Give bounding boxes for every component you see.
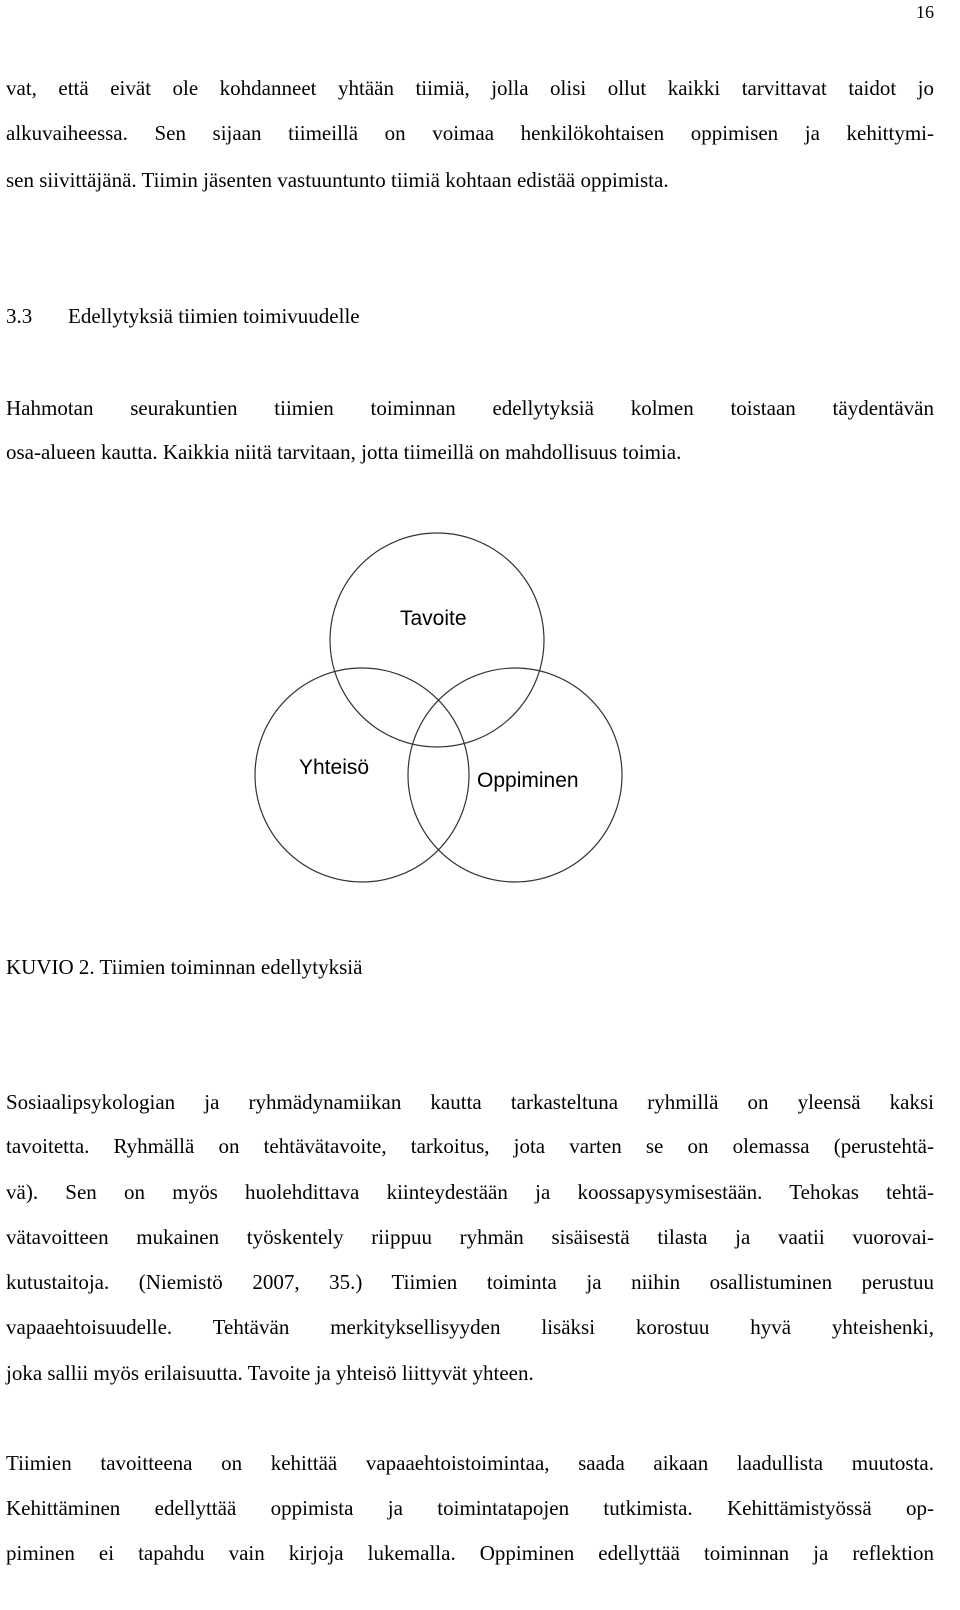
- paragraph-line: kutustaitoja. (Niemistö 2007, 35.) Tiimien toiminta ja niihin osallistuminen perustuu: [6, 1270, 934, 1294]
- paragraph-line: piminen ei tapahdu vain kirjoja lukemalla. Oppiminen edellyttää toiminnan ja reflektion: [6, 1541, 934, 1565]
- paragraph-line: sen siivittäjänä. Tiimin jäsenten vastuuntunto tiimiä kohtaan edistää oppimista.: [6, 168, 669, 192]
- paragraph-line: vä). Sen on myös huolehdittava kiinteydestään ja koossapysymisestään. Tehokas tehtä-: [6, 1180, 934, 1204]
- paragraph-line: Tiimien tavoitteena on kehittää vapaaehtoistoimintaa, saada aikaan laadullista muutosta.: [6, 1451, 934, 1475]
- paragraph-line: Sosiaalipsykologian ja ryhmädynamiikan kautta tarkasteltuna ryhmillä on yleensä kaksi: [6, 1090, 934, 1114]
- venn-label-top: Tavoite: [400, 607, 467, 630]
- paragraph-line: alkuvaiheessa. Sen sijaan tiimeillä on voimaa henkilökohtaisen oppimisen ja kehittymi-: [6, 121, 934, 145]
- section-title: Edellytyksiä tiimien toimivuudelle: [68, 304, 360, 328]
- paragraph-line: tavoitetta. Ryhmällä on tehtävätavoite, tarkoitus, jota varten se on olemassa (perustehtä-: [6, 1134, 934, 1158]
- section-number: 3.3: [6, 304, 33, 328]
- page-number: 16: [916, 2, 934, 22]
- paragraph-line: joka sallii myös erilaisuutta. Tavoite ja yhteisö liittyvät yhteen.: [6, 1361, 534, 1385]
- paragraph-line: Kehittäminen edellyttää oppimista ja toimintatapojen tutkimista. Kehittämistyössä op-: [6, 1496, 934, 1520]
- venn-label-left: Yhteisö: [299, 756, 370, 779]
- paragraph-line: vapaaehtoisuudelle. Tehtävän merkityksellisyyden lisäksi korostuu hyvä yhteishenki,: [6, 1315, 934, 1339]
- paragraph-line: vätavoitteen mukainen työskentely riippuu ryhmän sisäisestä tilasta ja vaatii vuorovai-: [6, 1225, 934, 1249]
- venn-circle-top: [330, 533, 544, 747]
- paragraph-line: osa-alueen kautta. Kaikkia niitä tarvitaan, jotta tiimeillä on mahdollisuus toimia.: [6, 440, 682, 464]
- paragraph-line: Hahmotan seurakuntien tiimien toiminnan edellytyksiä kolmen toistaan täydentävän: [6, 396, 934, 420]
- paragraph-line: vat, että eivät ole kohdanneet yhtään tiimiä, jolla olisi ollut kaikki tarvittavat taidot jo: [6, 76, 934, 100]
- figure-caption: KUVIO 2. Tiimien toiminnan edellytyksiä: [6, 955, 363, 979]
- venn-label-right: Oppiminen: [477, 769, 579, 792]
